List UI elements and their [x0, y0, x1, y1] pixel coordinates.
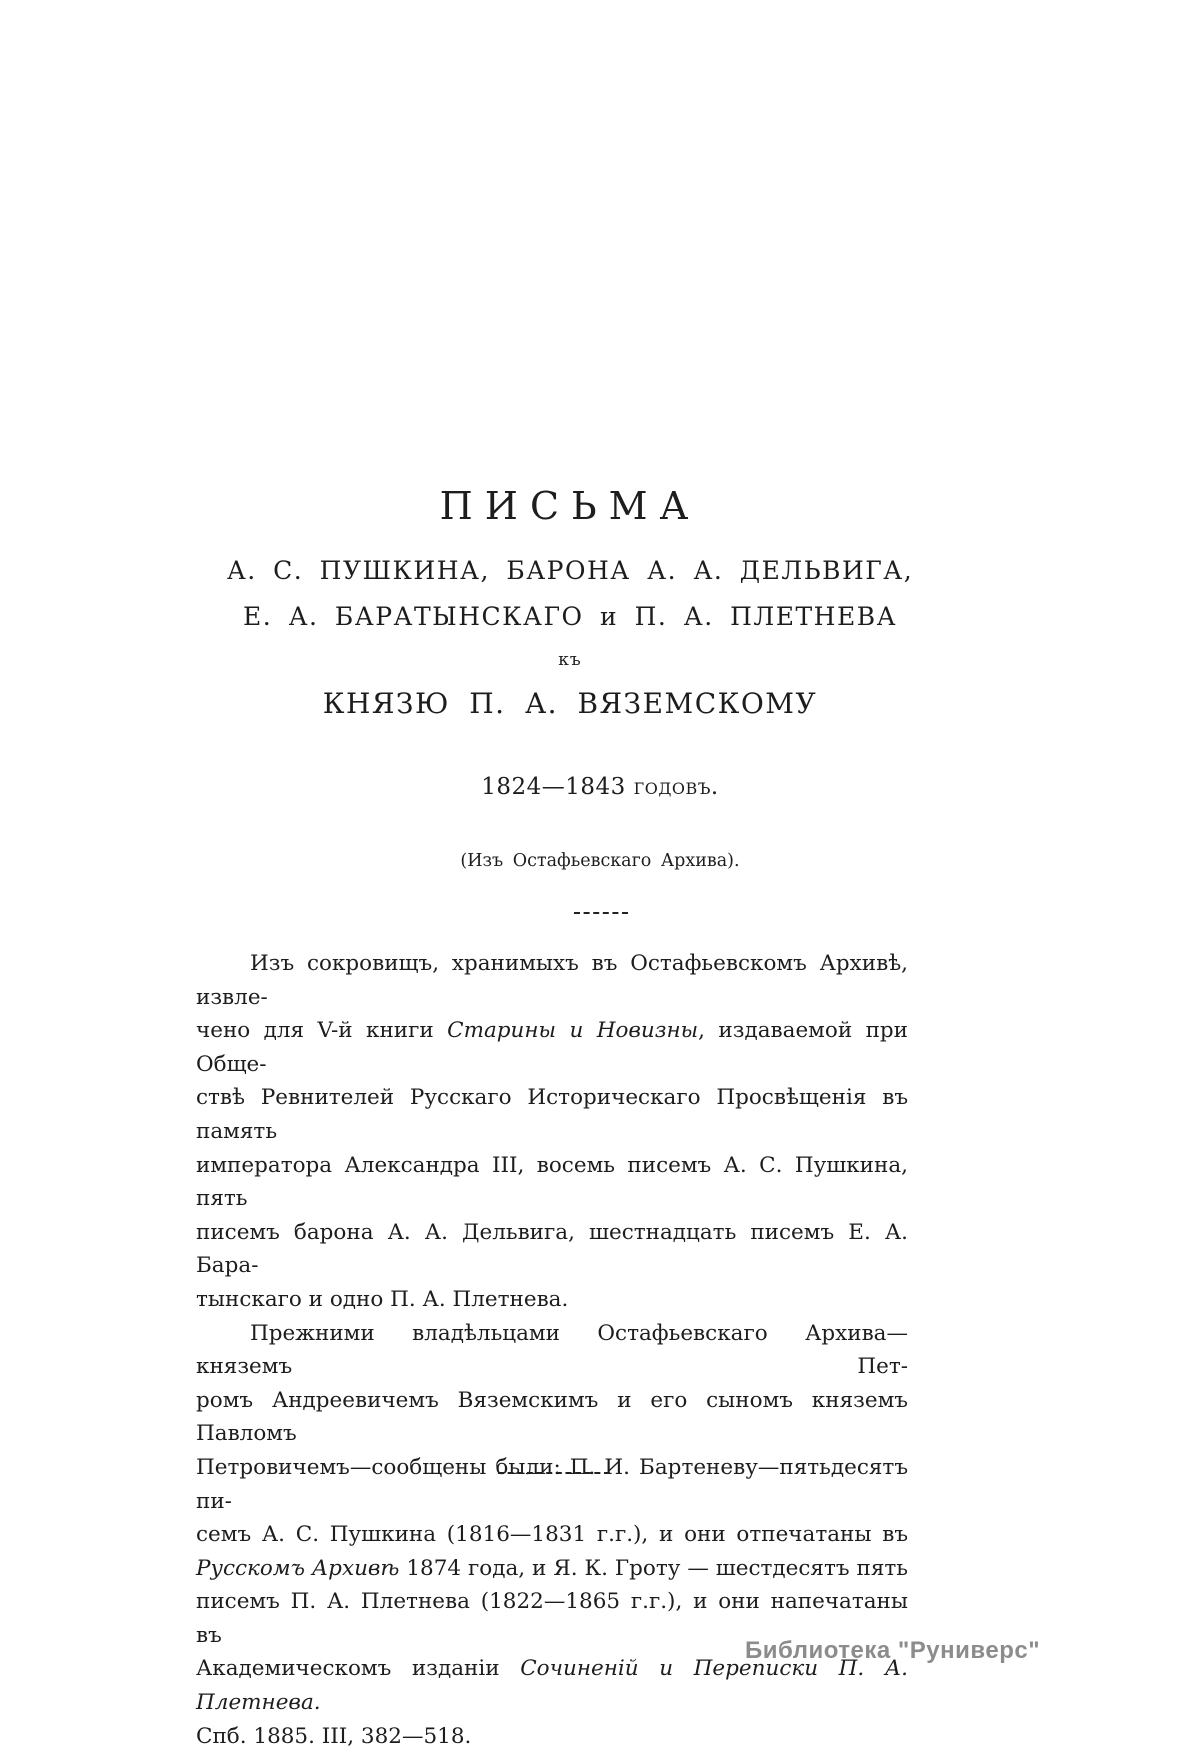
- body-line: Спб. 1885. III, 382—518.: [196, 1723, 472, 1749]
- body-line: тынскаго и одно П. А. Плетнева.: [196, 1286, 569, 1312]
- divider-bottom: [498, 1472, 610, 1474]
- preposition-ku: къ: [558, 650, 582, 670]
- page-title: ПИСЬМА: [439, 484, 701, 528]
- body-line: Петровичемъ—сообщены были: П. И. Бартеневу—пятьдесятъ пи-: [196, 1454, 908, 1514]
- source-note: (Изъ Остафьевскаго Архива).: [460, 851, 740, 871]
- body-text: [196, 947, 908, 1753]
- body-line: ромъ Андреевичемъ Вяземскимъ и его сыномъ княземъ Павломъ: [196, 1387, 908, 1447]
- body-line: императора Александра III, восемь писемъ А. С. Пушкина, пять: [196, 1152, 908, 1212]
- body-line: Академическомъ изданіи Сочиненій и Переписки П. А. Плетнева.: [196, 1656, 908, 1716]
- body-line: писемъ П. А. Плетнева (1822—1865 г.г.), и они напечатаны въ: [196, 1589, 908, 1648]
- body-line: Изъ сокровищъ, хранимыхъ въ Остафьевскомъ Архивѣ, извле-: [196, 951, 908, 1010]
- body-line: ствѣ Ревнителей Русскаго Историческаго Просвѣщенія въ память: [196, 1085, 908, 1144]
- divider-top: [574, 912, 628, 914]
- body-line: семъ А. С. Пушкина (1816—1831 г.г.), и они отпечатаны въ: [196, 1522, 908, 1548]
- body-line: Прежними владѣльцами Остафьевскаго Архива—княземъ Пет-: [196, 1320, 908, 1380]
- authors-line-2: Е. А. БАРАТЫНСКАГО и П. А. ПЛЕТНЕВА: [242, 602, 898, 631]
- body-line: Русскомъ Архивѣ 1874 года, и Я. К. Гроту — шестдесятъ пять: [196, 1555, 908, 1581]
- authors-line-1: А. С. ПУШКИНА, БАРОНА А. А. ДЕЛЬВИГА,: [226, 556, 914, 585]
- body-line: писемъ барона А. А. Дельвига, шестнадцать писемъ Е. А. Бара-: [196, 1219, 908, 1279]
- body-line: чено для V-й книги Старины и Новизны, издаваемой при Обще-: [196, 1018, 908, 1077]
- library-watermark: Библиотека "Руниверс": [745, 1637, 1041, 1664]
- years-line: 1824—1843 годовъ.: [481, 774, 719, 800]
- addressee-line: КНЯЗЮ П. А. ВЯЗЕМСКОМУ: [322, 687, 818, 720]
